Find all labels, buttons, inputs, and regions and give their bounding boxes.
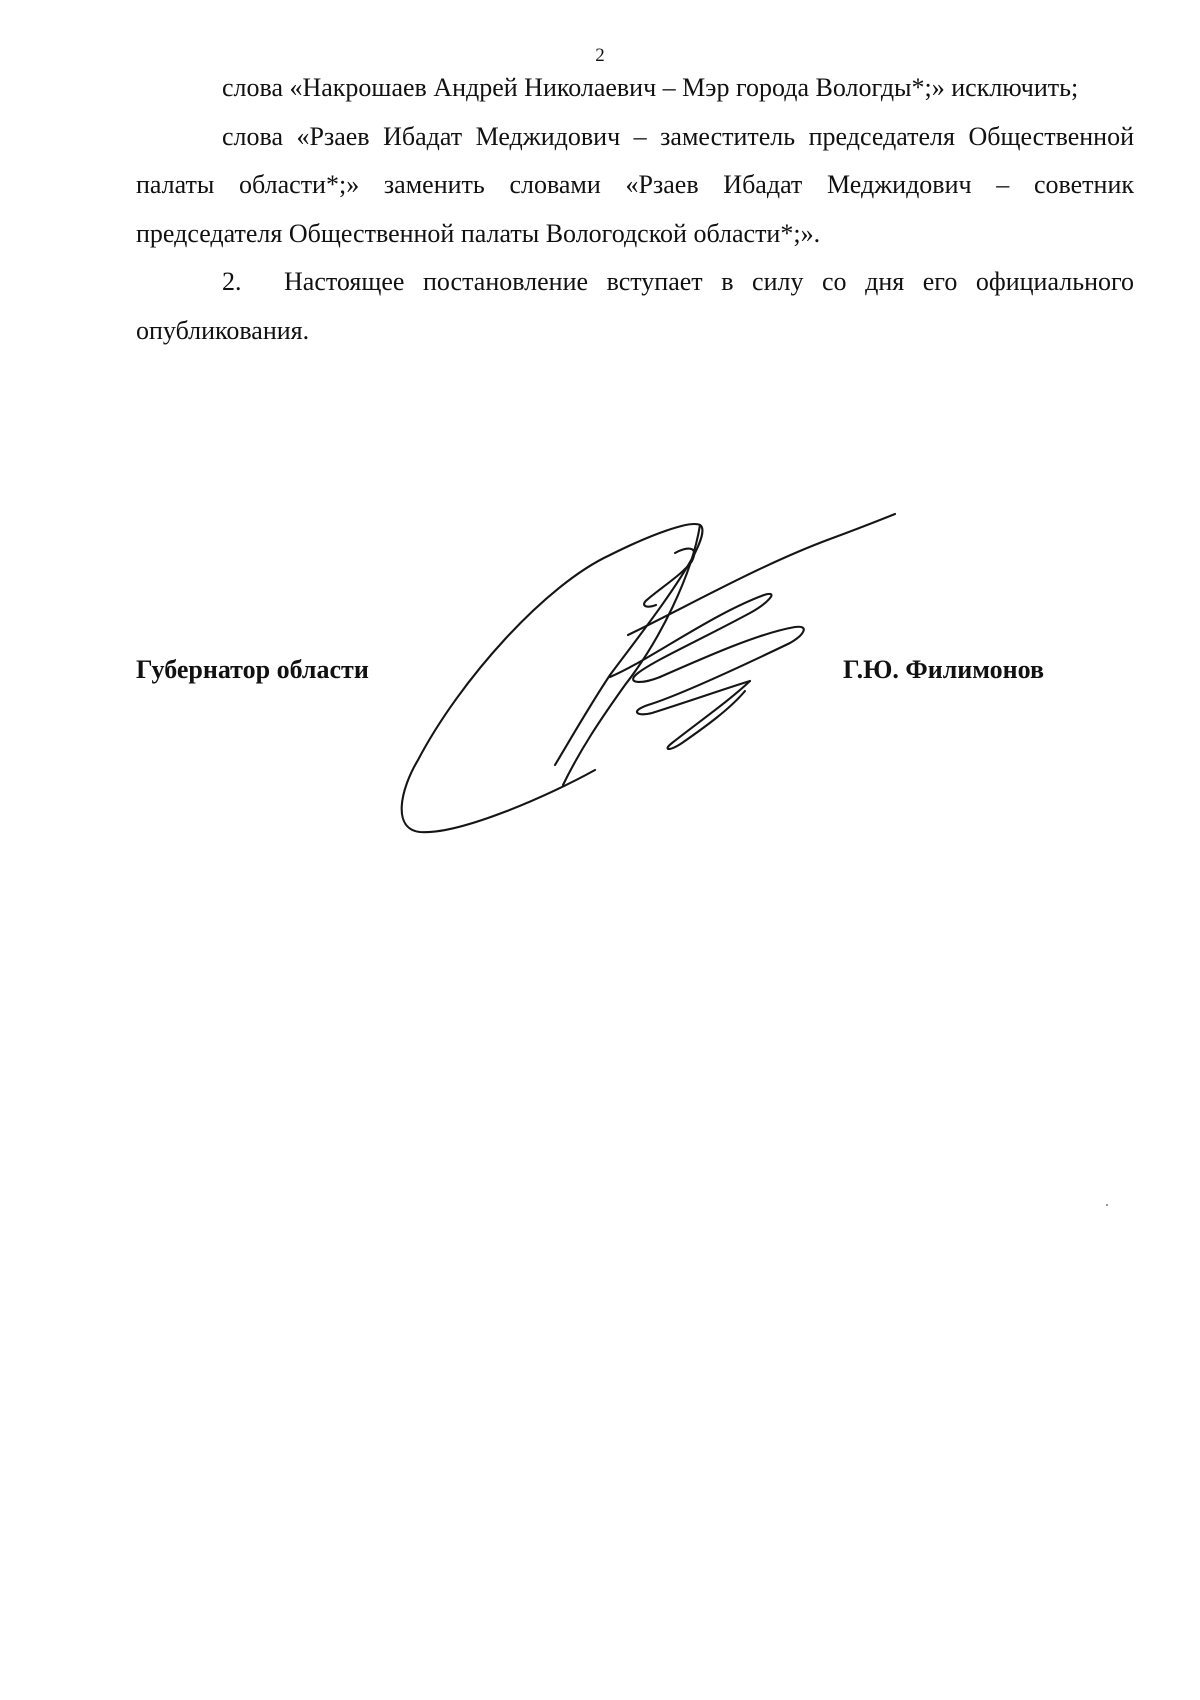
signatory-name: Г.Ю. Филимонов: [843, 655, 1045, 684]
paragraph-exclude-nakroshaev: слова «Накрошаев Андрей Николаевич – Мэр города Вологды*;» исключить;: [222, 73, 1079, 102]
handwritten-signature: [400, 495, 990, 850]
page-number: 2: [595, 45, 605, 66]
paragraph-replace-rzaev: слова «Рзаев Ибадат Меджидович – заместитель председателя Общественной палаты области*;» заменить словами «Рзаев Ибадат Меджидович – советник председателя Общественной палаты Вологодской области*;».: [136, 121, 1134, 248]
scan-speck: [1106, 1204, 1108, 1206]
paragraph-item-2: [136, 258, 1134, 355]
signatory-title: Губернатор области: [136, 655, 369, 684]
document-body: [136, 64, 1134, 355]
item-number: 2.: [222, 267, 242, 296]
item-text: Настоящее постановление вступает в силу со дня его официального опубликования.: [136, 267, 1134, 345]
